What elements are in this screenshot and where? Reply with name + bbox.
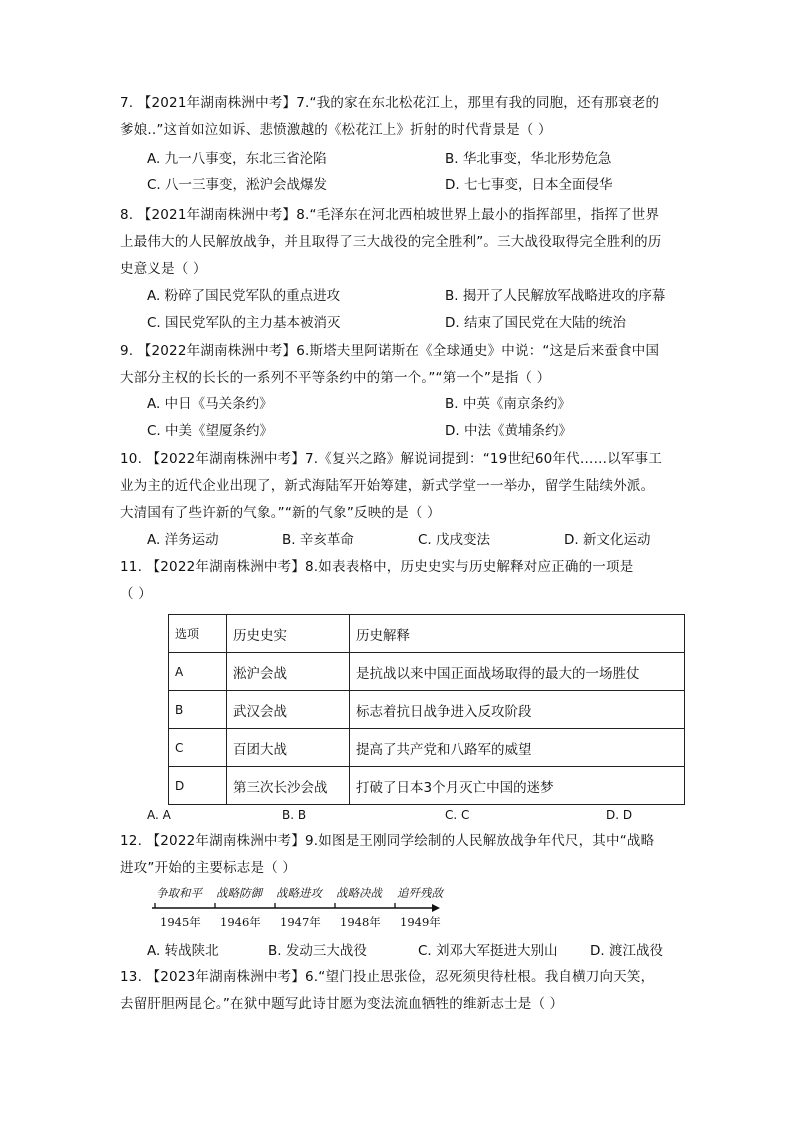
question-10-line-2: 业为主的近代企业出现了，新式海陆军开始筹建，新式学堂一一举办，留学生陆续外派。 [120,478,655,494]
table-header-cell: 历史史实 [227,615,350,653]
option-c[interactable]: C. 刘邓大军挺进大别山 [418,943,558,959]
option-a[interactable]: A. 中日《马关条约》 [147,396,273,412]
timeline-label: 战略进攻 [276,886,322,900]
option-c[interactable]: C. 国民党军队的主力基本被消灭 [147,315,341,331]
timeline-year: 1947年 [280,915,321,929]
option-b[interactable]: B. 发动三大战役 [268,943,367,959]
option-d[interactable]: D. 结束了国民党在大陆的统治 [445,315,626,331]
question-13 [120,964,680,1018]
option-c[interactable]: C. 戊戌变法 [418,532,491,548]
table-row [169,691,685,729]
option-d[interactable]: D. D [606,808,633,822]
question-9-line-1: 9. 【2022年湖南株洲中考】6.斯塔夫里阿诺斯在《全球通史》中说：“这是后来蚕食中国 [120,343,660,359]
war-timeline [150,885,443,931]
option-d[interactable]: D. 新文化运动 [564,532,651,548]
option-b[interactable]: B. 华北事变，华北形势危急 [445,151,612,167]
timeline-axis [150,901,440,913]
timeline-year: 1945年 [160,915,201,929]
option-b[interactable]: B. 揭开了人民解放军战略进攻的序幕 [445,288,666,304]
option-d[interactable]: D. 七七事变，日本全面侵华 [445,177,613,193]
question-11-line-2: （ ） [120,586,152,602]
question-8-line-3: 史意义是（ ） [120,261,207,277]
question-12-line-2: 进攻”开始的主要标志是（ ） [120,860,297,876]
table-row [169,653,685,691]
option-a[interactable]: A. A [147,808,171,822]
question-8-line-2: 上最伟大的人民解放战争，并且取得了三大战役的完全胜利”。三大战役取得完全胜利的历 [120,234,662,250]
question-10-line-1: 10. 【2022年湖南株洲中考】7.《复兴之路》解说词提到：“19世纪60年代……以军事工 [120,451,663,467]
option-a[interactable]: A. 转战陕北 [147,943,219,959]
question-9 [120,338,680,392]
question-7 [120,90,680,144]
timeline-label: 追歼残敌 [397,886,443,900]
option-c[interactable]: C. 八一三事变，淞沪会战爆发 [147,177,328,193]
option-b[interactable]: B. B [282,808,307,822]
question-13-line-2: 去留肝胆两昆仑。”在狱中题写此诗甘愿为变法流血牺牲的维新志士是（ ） [120,996,564,1012]
question-8 [120,202,680,283]
timeline-year: 1948年 [340,915,381,929]
table-cell: 武汉会战 [227,691,350,729]
table-header-cell: 选项 [169,615,227,653]
timeline-year: 1946年 [220,915,261,929]
question-10 [120,446,680,527]
question-7-line-2: 爹娘..”这首如泣如诉、悲愤激越的《松花江上》折射的时代背景是（ ） [120,122,552,138]
table-cell: 淞沪会战 [227,653,350,691]
option-b[interactable]: B. 中英《南京条约》 [445,396,571,412]
question-12 [120,828,680,882]
question-11-line-1: 11. 【2022年湖南株洲中考】8.如表表格中，历史史实与历史解释对应正确的一项是 [120,559,634,575]
question-8-line-1: 8. 【2021年湖南株洲中考】8.“毛泽东在河北西柏坡世界上最小的指挥部里，指挥了世界 [120,207,660,223]
table-row [169,767,685,805]
table-cell: 打破了日本3个月灭亡中国的迷梦 [350,767,685,805]
table-cell: 百团大战 [227,729,350,767]
table-cell: C [169,729,227,767]
table-cell: 标志着抗日战争进入反攻阶段 [350,691,685,729]
option-a[interactable]: A. 粉碎了国民党军队的重点进攻 [147,288,341,304]
table-cell: 第三次长沙会战 [227,767,350,805]
option-a[interactable]: A. 洋务运动 [147,532,219,548]
table-cell: B [169,691,227,729]
table-header-row [169,615,685,653]
question-11 [120,554,680,608]
timeline-label: 战略防御 [216,886,262,900]
option-b[interactable]: B. 辛亥革命 [282,532,354,548]
question-9-line-2: 大部分主权的长长的一系列不平等条约中的第一个。”“第一个”是指（ ） [120,370,551,386]
table-cell: 提高了共产党和八路军的威望 [350,729,685,767]
option-d[interactable]: D. 中法《黄埔条约》 [445,423,572,439]
question-10-line-3: 大清国有了些许新的气象。”“新的气象”反映的是（ ） [120,505,441,521]
timeline-label: 争取和平 [156,886,202,900]
option-c[interactable]: C. C [445,808,470,822]
option-a[interactable]: A. 九一八事变，东北三省沦陷 [147,151,327,167]
table-header-cell: 历史解释 [350,615,685,653]
question-7-line-1: 7. 【2021年湖南株洲中考】7.“我的家在东北松花江上，那里有我的同胞，还有那衰老的 [120,95,660,111]
history-table [168,614,685,805]
question-13-line-1: 13. 【2023年湖南株洲中考】6.“望门投止思张俭，忍死须臾待杜根。我自横刀向天笑， [120,969,655,985]
option-c[interactable]: C. 中美《望厦条约》 [147,423,274,439]
table-cell: D [169,767,227,805]
timeline-label: 战略决战 [336,886,382,900]
option-d[interactable]: D. 渡江战役 [590,943,663,959]
table-cell: 是抗战以来中国正面战场取得的最大的一场胜仗 [350,653,685,691]
timeline-year: 1949年 [400,915,441,929]
table-cell: A [169,653,227,691]
question-12-line-1: 12. 【2022年湖南株洲中考】9.如图是王刚同学绘制的人民解放战争年代尺，其中“战略 [120,833,655,849]
table-row [169,729,685,767]
